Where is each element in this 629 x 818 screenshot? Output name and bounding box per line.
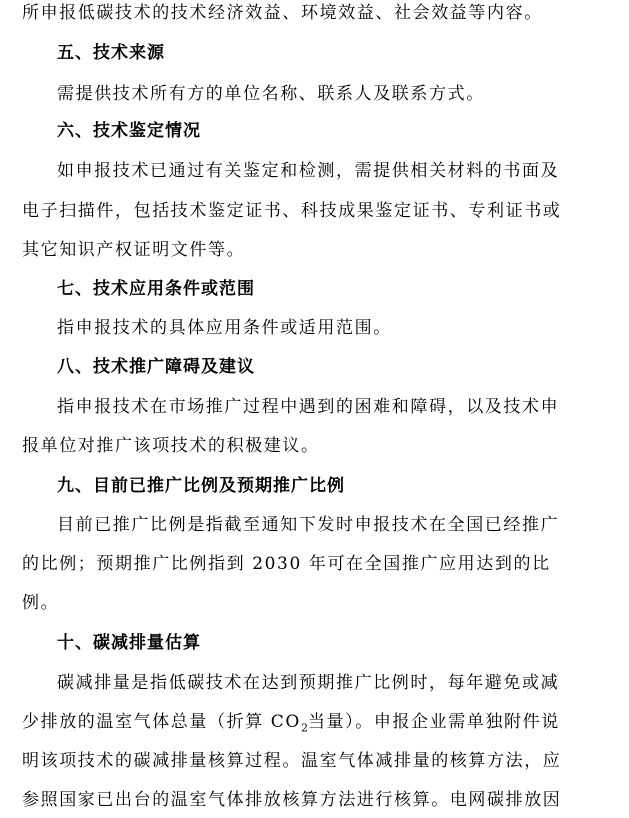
paragraph-line: 所申报低碳技术的技术经济效益、环境效益、社会效益等内容。: [22, 3, 543, 23]
paragraph-line: 指申报技术的具体应用条件或适用范围。: [57, 318, 392, 338]
paragraph-line: 如申报技术已通过有关鉴定和检测，需提供相关材料的书面及: [57, 161, 560, 181]
text-segment: 少排放的温室气体总量（折算 CO: [22, 712, 301, 732]
paragraph-line-with-subscript: [22, 712, 610, 738]
paragraph-line: 的比例；预期推广比例指到 2030 年可在全国推广应用达到的比: [22, 554, 551, 574]
text-segment: 当量）。申报企业需单独附件说: [307, 712, 560, 732]
section-heading-6: 六、技术鉴定情况: [57, 121, 201, 141]
paragraph-line: 目前已推广比例是指截至通知下发时申报技术在全国已经推广: [57, 515, 560, 535]
paragraph-line: 其它知识产权证明文件等。: [22, 240, 246, 260]
section-heading-9: 九、目前已推广比例及预期推广比例: [57, 476, 345, 496]
section-heading-8: 八、技术推广障碍及建议: [57, 357, 255, 377]
section-heading-5: 五、技术来源: [57, 43, 165, 63]
section-heading-10: 十、碳减排量估算: [57, 633, 201, 653]
paragraph-line: 明该项技术的碳减排量核算过程。温室气体减排量的核算方法，应: [22, 751, 562, 771]
paragraph-line: 指申报技术在市场推广过程中遇到的困难和障碍，以及技术申: [57, 397, 560, 417]
paragraph-line: 报单位对推广该项技术的积极建议。: [22, 436, 320, 456]
paragraph-line: 碳减排量是指低碳技术在达到预期推广比例时，每年避免或减: [57, 673, 560, 693]
section-heading-7: 七、技术应用条件或范围: [57, 279, 255, 299]
co2-subscript: 2: [300, 721, 308, 735]
paragraph-line: 例。: [22, 593, 60, 613]
paragraph-line: 需提供技术所有方的单位名称、联系人及联系方式。: [57, 84, 485, 104]
paragraph-line: 参照国家已出台的温室气体排放核算方法进行核算。电网碳排放因: [22, 790, 562, 810]
paragraph-line: 电子扫描件，包括技术鉴定证书、科技成果鉴定证书、专利证书或: [22, 201, 562, 221]
